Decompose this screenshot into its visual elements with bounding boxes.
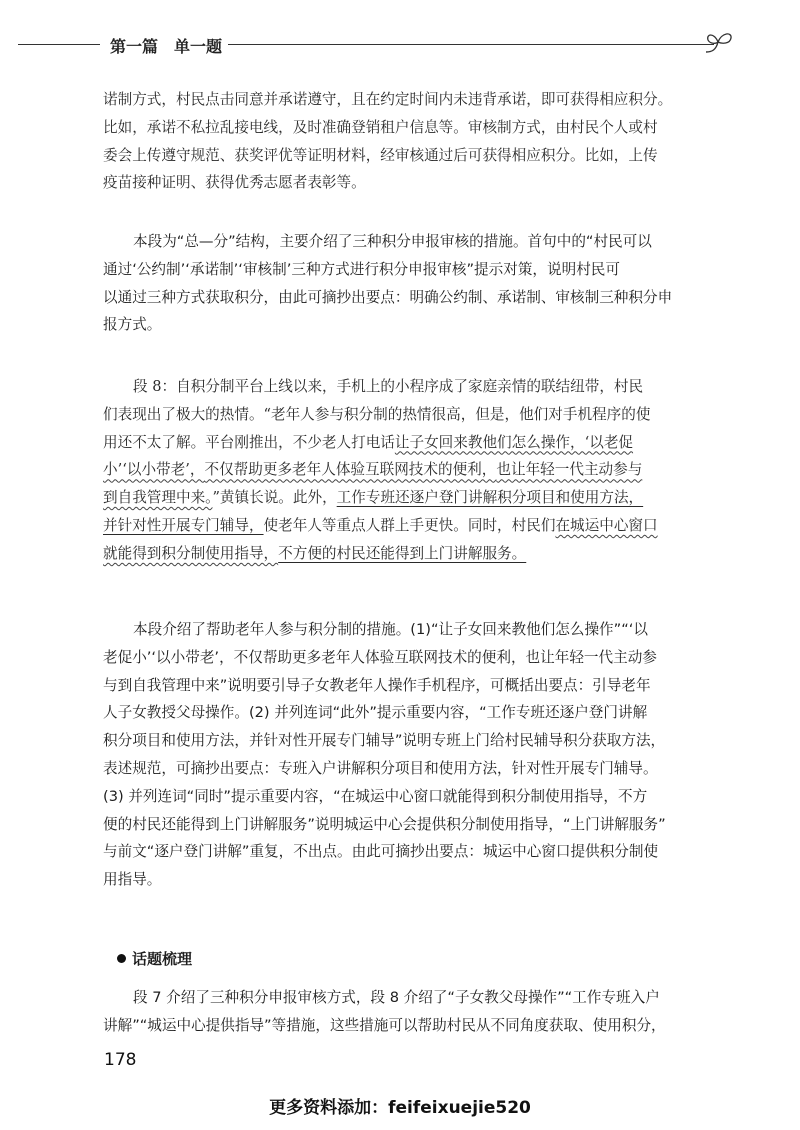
text-line: 疫苗接种证明、获得优秀志愿者表彰等。 [103,174,366,192]
underlined-text: 并针对性开展专门辅导， [103,516,264,534]
text-line: 用指导。 [103,871,162,889]
wavy-underlined-text: 到自我管理中来。 [103,489,213,507]
text-line: 段 8：自积分制平台上线以来，手机上的小程序成了家庭亲情的联结纽带，村民 [133,378,644,395]
text-line: (3) 并列连词“同时”提示重要内容，“在城运中心窗口就能得到积分制使用指导，不方 [103,787,648,805]
topic-paragraph [103,984,703,1040]
text-line: 老促小’‘以小带老’，不仅帮助更多老年人体验互联网技术的便利，也让年轻一代主动参 [103,648,657,666]
underlined-text: 工作专班还逐户登门讲解积分项目和使用方法， [336,489,644,507]
plain-text: ”黄镇长说。此外， [212,489,337,507]
text-line [103,429,703,457]
text-line: 与到自我管理中来”说明要引导子女教老年人操作手机程序，可概括出要点：引导老年 [103,676,651,694]
plain-text: 用还不太了解。平台刚推出，不少老人打电话 [103,433,395,451]
text-line: 讲解”“城运中心提供指导”等措施，这些措施可以帮助村民从不同角度获取、使用积分， [103,1016,666,1034]
text-line: 表述规范，可摘抄出要点：专班入户讲解积分项目和使用方法，针对性开展专门辅导。 [103,759,658,777]
topic-heading-label: 话题梳理 [132,950,193,968]
sprout-icon [702,28,736,56]
text-line: 本段为“总—分”结构，主要介绍了三种积分申报审核的措施。首句中的“村民可以 [133,233,652,250]
text-line: 通过‘公约制’‘承诺制’‘审核制’三种方式进行积分申报审核”提示对策，说明村民可 [103,260,620,278]
paragraph-continued [103,86,703,197]
source-paragraph-8 [103,373,703,568]
text-line: 积分项目和使用方法，并针对性开展专门辅导”说明专班上门给村民辅导积分获取方法， [103,732,666,750]
text-line: 比如，承诺不私拉乱接电线，及时准确登销租户信息等。审核制方式，由村民个人或村 [103,118,658,136]
footer-note: 更多资料添加：feifeixuejie520 [269,1098,531,1118]
text-line [103,540,703,568]
text-line [103,484,703,512]
header-title: 第一篇 单一题 [110,37,223,56]
wavy-underlined-text: 不仅帮助更多老年人体验互联网技术的便利， [204,461,497,479]
wavy-underlined-text: 就能得到积分制使用指导， [103,544,279,562]
text-line: 与前文“逐户登门讲解”重复，不出点。由此可摘抄出要点：城运中心窗口提供积分制使 [103,843,659,861]
text-line: 报方式。 [103,316,162,334]
topic-heading [117,948,192,969]
text-line: 委会上传遵守规范、获奖评优等证明材料，经审核通过后可获得相应积分。比如，上传 [103,146,658,164]
text-line: 本段介绍了帮助老年人参与积分制的措施。(1)“让子女回来教他们怎么操作”“‘以 [133,621,648,638]
wavy-underlined-text: 在城运中心窗口 [555,516,658,534]
analysis-paragraph-7 [103,228,703,339]
text-line [103,512,703,540]
header-rule-right [228,44,714,45]
plain-text: 使老年人等重点人群上手更快。同时，村民们 [263,516,556,534]
wavy-underlined-text: 也让年轻一代主动参与 [496,461,643,479]
wavy-underlined-text: 让子女回来教他们怎么操作，‘以老促 [394,433,634,451]
bullet-icon [117,954,126,963]
text-line: 人子女教授父母操作。(2) 并列连词“此外”提示重要内容，“工作专班还逐户登门讲解 [103,704,648,722]
underlined-text: 不方便的村民还能得到上门讲解服务。 [278,544,527,562]
running-header [18,34,734,56]
header-rule-left [18,44,100,45]
page-number: 178 [104,1050,137,1070]
text-line: 便的村民还能得到上门讲解服务”说明城运中心会提供积分制使用指导，“上门讲解服务” [103,815,666,833]
wavy-underlined-text: 小’‘以小带老’， [103,461,205,479]
analysis-paragraph-8 [103,616,703,894]
text-line: 段 7 介绍了三种积分申报审核方式，段 8 介绍了“子女教父母操作”“工作专班入户 [133,989,660,1006]
text-line [103,456,703,484]
text-line: 以通过三种方式获取积分，由此可摘抄出要点：明确公约制、承诺制、审核制三种积分申 [103,288,673,306]
text-line: 诺制方式，村民点击同意并承诺遵守，且在约定时间内未违背承诺，即可获得相应积分。 [103,91,673,108]
text-line: 们表现出了极大的热情。“老年人参与积分制的热情很高，但是，他们对手机程序的使 [103,405,651,423]
